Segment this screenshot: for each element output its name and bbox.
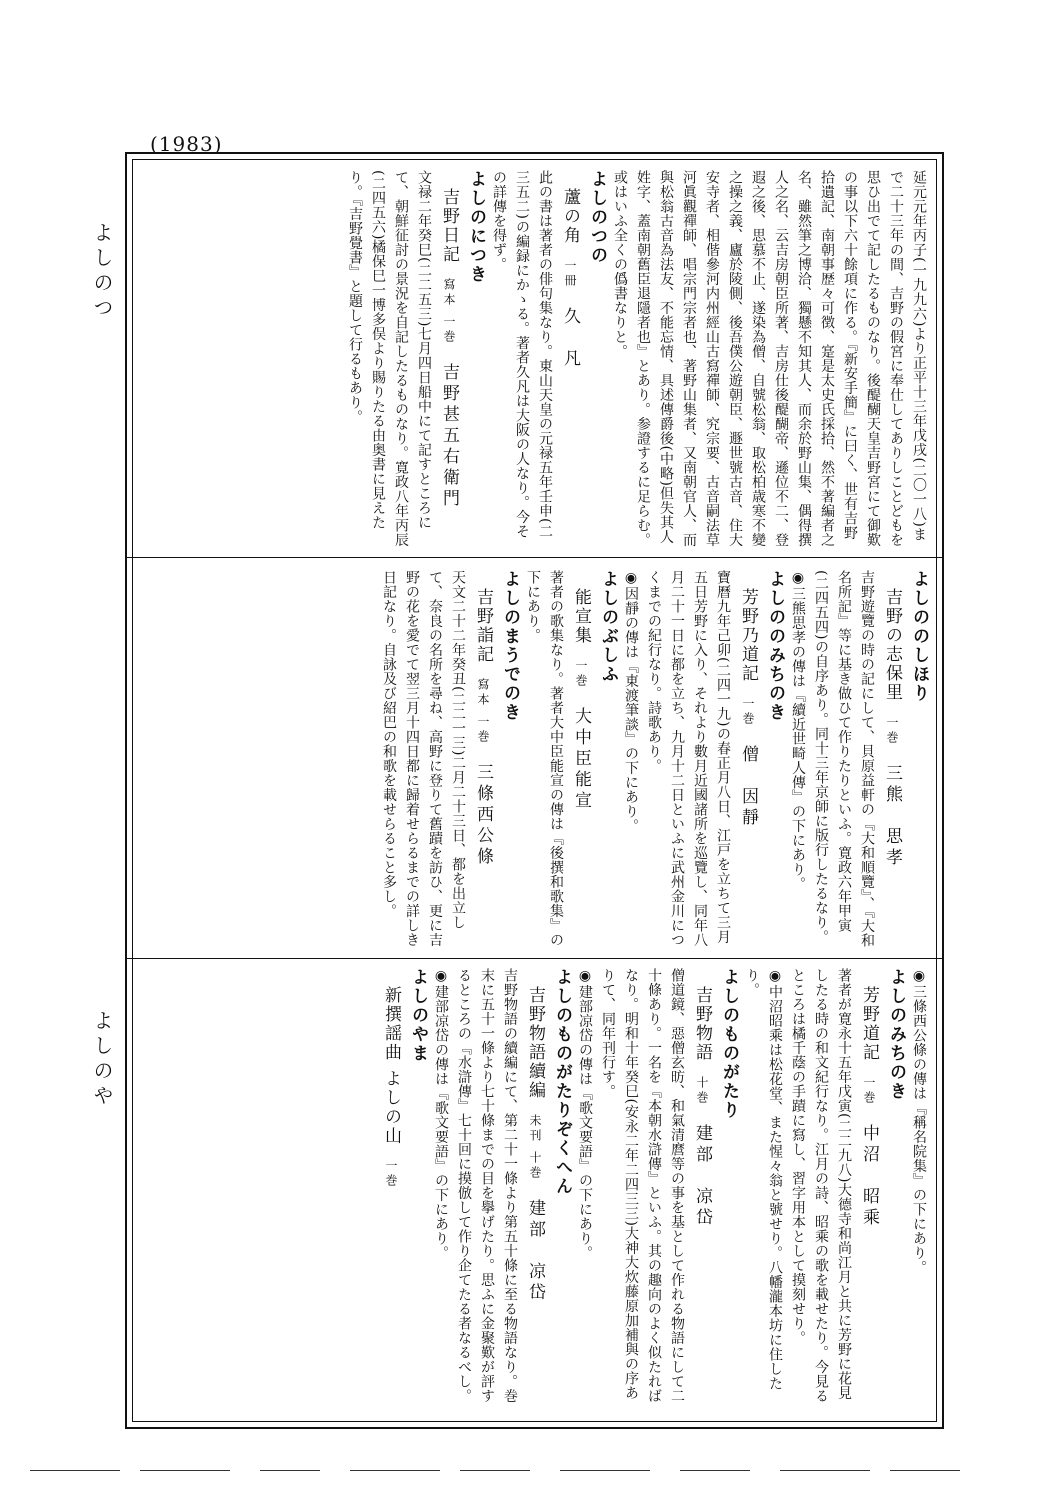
entry-volume: 寫本 一巻 <box>442 278 456 345</box>
side-label-bottom: よしのや <box>90 1010 114 1110</box>
text-band-middle <box>140 570 930 950</box>
band-divider-2 <box>126 958 944 959</box>
entry-title-line <box>471 570 494 950</box>
entry-title-line <box>558 170 581 550</box>
entry-title: 芳野乃道記 <box>738 588 758 683</box>
entry-body: 寶曆九年己卯(二四一九)の春正月八日、江戸を立ちて三月五日芳野に入り、それより數月近國諸所を巡覽し、同年八月二十一日に都を立ち、九月十二日といふに武州金川につくまでの紀行なり。詩歌あり。 <box>646 570 731 947</box>
entry-title: 吉野詣記 <box>473 588 493 664</box>
entry-author <box>381 1189 401 1207</box>
entry-body: 天文二十二年癸丑(二二一三)二月二十三日、都を出立して、奈良の名所を尋ね、高野に登りて舊蹟を訪ひ、更に吉野の花を愛でて翌三月十四日都に歸着せらるまでの詳しき日記なり。自詠及び紹巴の和歌を載せらること多し。 <box>381 570 466 947</box>
entry-heading: よしののしほり <box>909 570 929 703</box>
entry-volume: 十巻 <box>695 1076 709 1106</box>
entry-heading: よしのみちのき <box>886 968 906 1101</box>
entry-author: 吉野甚五右衛門 <box>439 362 459 510</box>
entry-body: 延元元年丙子(一九九六)より正平十三年戊戌(二〇一八)まで二十三年の間、吉野の假宮に奉仕してありしことどもを思ひ出でて記したるものなり。後醍醐天皇吉野宮にて御歎の事以下六十餘項に作る。『新安手簡』に曰く、世有吉野拾遺記、南朝事歴々可徴、寔是太史氏採拾、然不著編者之名、雖然筆之博洽、獨懸不知其人、而余於野山集、偶得撰人之名、云吉房朝臣所著、吉房仕後醍醐帝、遜位不二、登遐之後、思慕不止、遂染為僧、自號松翁、取松柏歳寒不變之操之義、廬於陵側、後吾僕公遊朝臣、遯世號古音、住大安寺者、相偕參河内州經山古寫禪師、究宗要、古音嗣法草河眞觀禪師、唱宗門宗者也、著野山集者、又南朝官人、而與松翁古音為法友、不能忘情、具述傳爵後(中略)但失其人姓字、蓋南朝舊臣退隱者也』とあり。参證するに足らむ。或はいふ全くの僞書なりと。 <box>612 170 927 547</box>
entry-note: ◉建部凉岱の傳は『歌文要語』の下にあり。 <box>577 968 593 1260</box>
entry-title-line <box>880 570 903 950</box>
side-label-top: よしのつ <box>90 222 114 322</box>
entry-title-line <box>523 968 546 1408</box>
entry-body: 著者が寛永十五年戊寅(二二九八)大德寺和尚江月と共に芳野に花見したる時の和文紀行なり。江月の詩、昭乘の歌を載せたり。今見るところは橘千蔭の手蹟に寫し、習字用本として摸刻せり。 <box>790 968 852 1403</box>
entry-body: 吉野遊覽の時の記にして、貝原益軒の『大和順覽』、『大和名所記』等に基き做ひて作りたりといふ。寛政六年甲寅(二四五四)の自序あり。同十三年京師に版行したるなり。 <box>813 570 875 948</box>
entry-title: 吉野の志保里 <box>882 588 902 702</box>
footer-rules <box>30 1470 1030 1472</box>
entry-heading: よしのものがたり <box>719 968 739 1120</box>
entry-body: 僧道鏡、惡僧玄昉、和氣清麿等の事を基として作れる物語にして二十條あり。一名を『本朝水滸傳』といふ。其の趣向のよく似たればなり。明和十年癸巳(安永二年二四三三)大神大炊藤原加補與の序ありて、同年刊行す。 <box>600 968 685 1403</box>
entry-heading: よしのまうでのき <box>500 570 520 722</box>
entry-heading: よしのつの <box>587 170 607 265</box>
entry-note: ◉因靜の傳は『東渡筆談』の下にあり。 <box>623 570 639 833</box>
entry-title-line <box>690 968 713 1408</box>
entry-note: ◉三熊思孝の傳は『續近世畸人傳』の下にあり。 <box>790 570 806 891</box>
entry-title: 蘆の角 <box>560 188 580 245</box>
entry-body: 此の書は著者の俳句集なり。東山天皇の元禄五年壬申(二三五二)の編録にかゝる。著者久凡は大阪の人なり。今その詳傳を得ず。 <box>491 170 553 539</box>
entry-volume: 未刊 十巻 <box>528 1114 542 1181</box>
entry-author: 三熊 思孝 <box>882 764 902 869</box>
entry-heading: よしのものがたりぞくへん <box>552 968 572 1196</box>
entry-heading: よしのやま <box>408 968 428 1063</box>
entry-body: 吉野物語の續編にて、第二十一條より第五十條に至る物語なり。巻末に五十一條より七十條までの目を擧げたり。思ふに金聚歎が評するところの『水滸傳』七十回に摸倣して作り企てたる者なるべし。 <box>456 968 518 1403</box>
entry-title: 芳野道記 <box>859 986 879 1062</box>
entry-title-line <box>857 968 880 1408</box>
entry-author: 久 凡 <box>560 307 580 370</box>
entry-heading: よしののみちのき <box>765 570 785 722</box>
entry-volume: 一冊 <box>563 259 577 289</box>
entry-title: 新撰謡曲 よしの山 <box>381 986 401 1146</box>
entry-volume: 一巻 <box>862 1076 876 1106</box>
entry-heading: よしのにつき <box>466 170 486 284</box>
entry-author: 僧 因靜 <box>738 745 758 829</box>
entry-title-line <box>379 968 402 1408</box>
entry-title-line <box>437 170 460 550</box>
entry-author: 建部 凉岱 <box>692 1124 712 1229</box>
entry-volume: 一巻 <box>384 1159 398 1190</box>
entry-body: 文禄二年癸巳(二二五三)七月四日船中にて記すところにて、朝鮮征討の景況を自記したるものなり。寛政八年丙辰(二四五六)橘保巳一博多俣より賜りたる由奥書に見えたり。『吉野覺書』と題して行るもあり。 <box>347 170 432 547</box>
page-number: (1983) <box>150 132 223 156</box>
entry-volume: 一巻 <box>885 716 899 746</box>
entry-title: 吉野物語 <box>692 986 712 1062</box>
entry-volume: 一巻 <box>574 659 588 689</box>
band-divider-1 <box>126 557 944 558</box>
entry-title: 吉野日記 <box>439 188 459 264</box>
text-band-top <box>140 170 930 550</box>
entry-title-line <box>569 570 592 950</box>
entry-author: 中沼 昭乘 <box>859 1124 879 1229</box>
entry-volume: 一巻 <box>741 697 755 727</box>
entry-title: 吉野物語續編 <box>525 986 545 1100</box>
entry-title-line <box>736 570 759 950</box>
entry-title: 能宣集 <box>571 588 591 645</box>
entry-author: 三條西公條 <box>473 762 493 868</box>
entry-author: 建部 凉岱 <box>525 1198 545 1304</box>
entry-note: ◉建部凉岱の傳は『歌文要語』の下にあり。 <box>433 968 449 1260</box>
entry-author: 大中臣能宣 <box>571 707 591 812</box>
entry-note: ◉中沼昭乘は松花堂、また惺々翁と號せり。八幡瀧本坊に住したり。 <box>744 968 783 1391</box>
entry-body: 著者の歌集なり。著者大中臣能宣の傳は『後撰和歌集』の下にあり。 <box>525 570 564 947</box>
entry-volume: 寫本 一巻 <box>476 678 490 745</box>
entry-heading: よしのぶしふ <box>598 570 618 684</box>
text-band-bottom <box>140 968 930 1408</box>
entry-note: ◉三條西公條の傳は『稱名院集』の下にあり。 <box>911 968 927 1275</box>
